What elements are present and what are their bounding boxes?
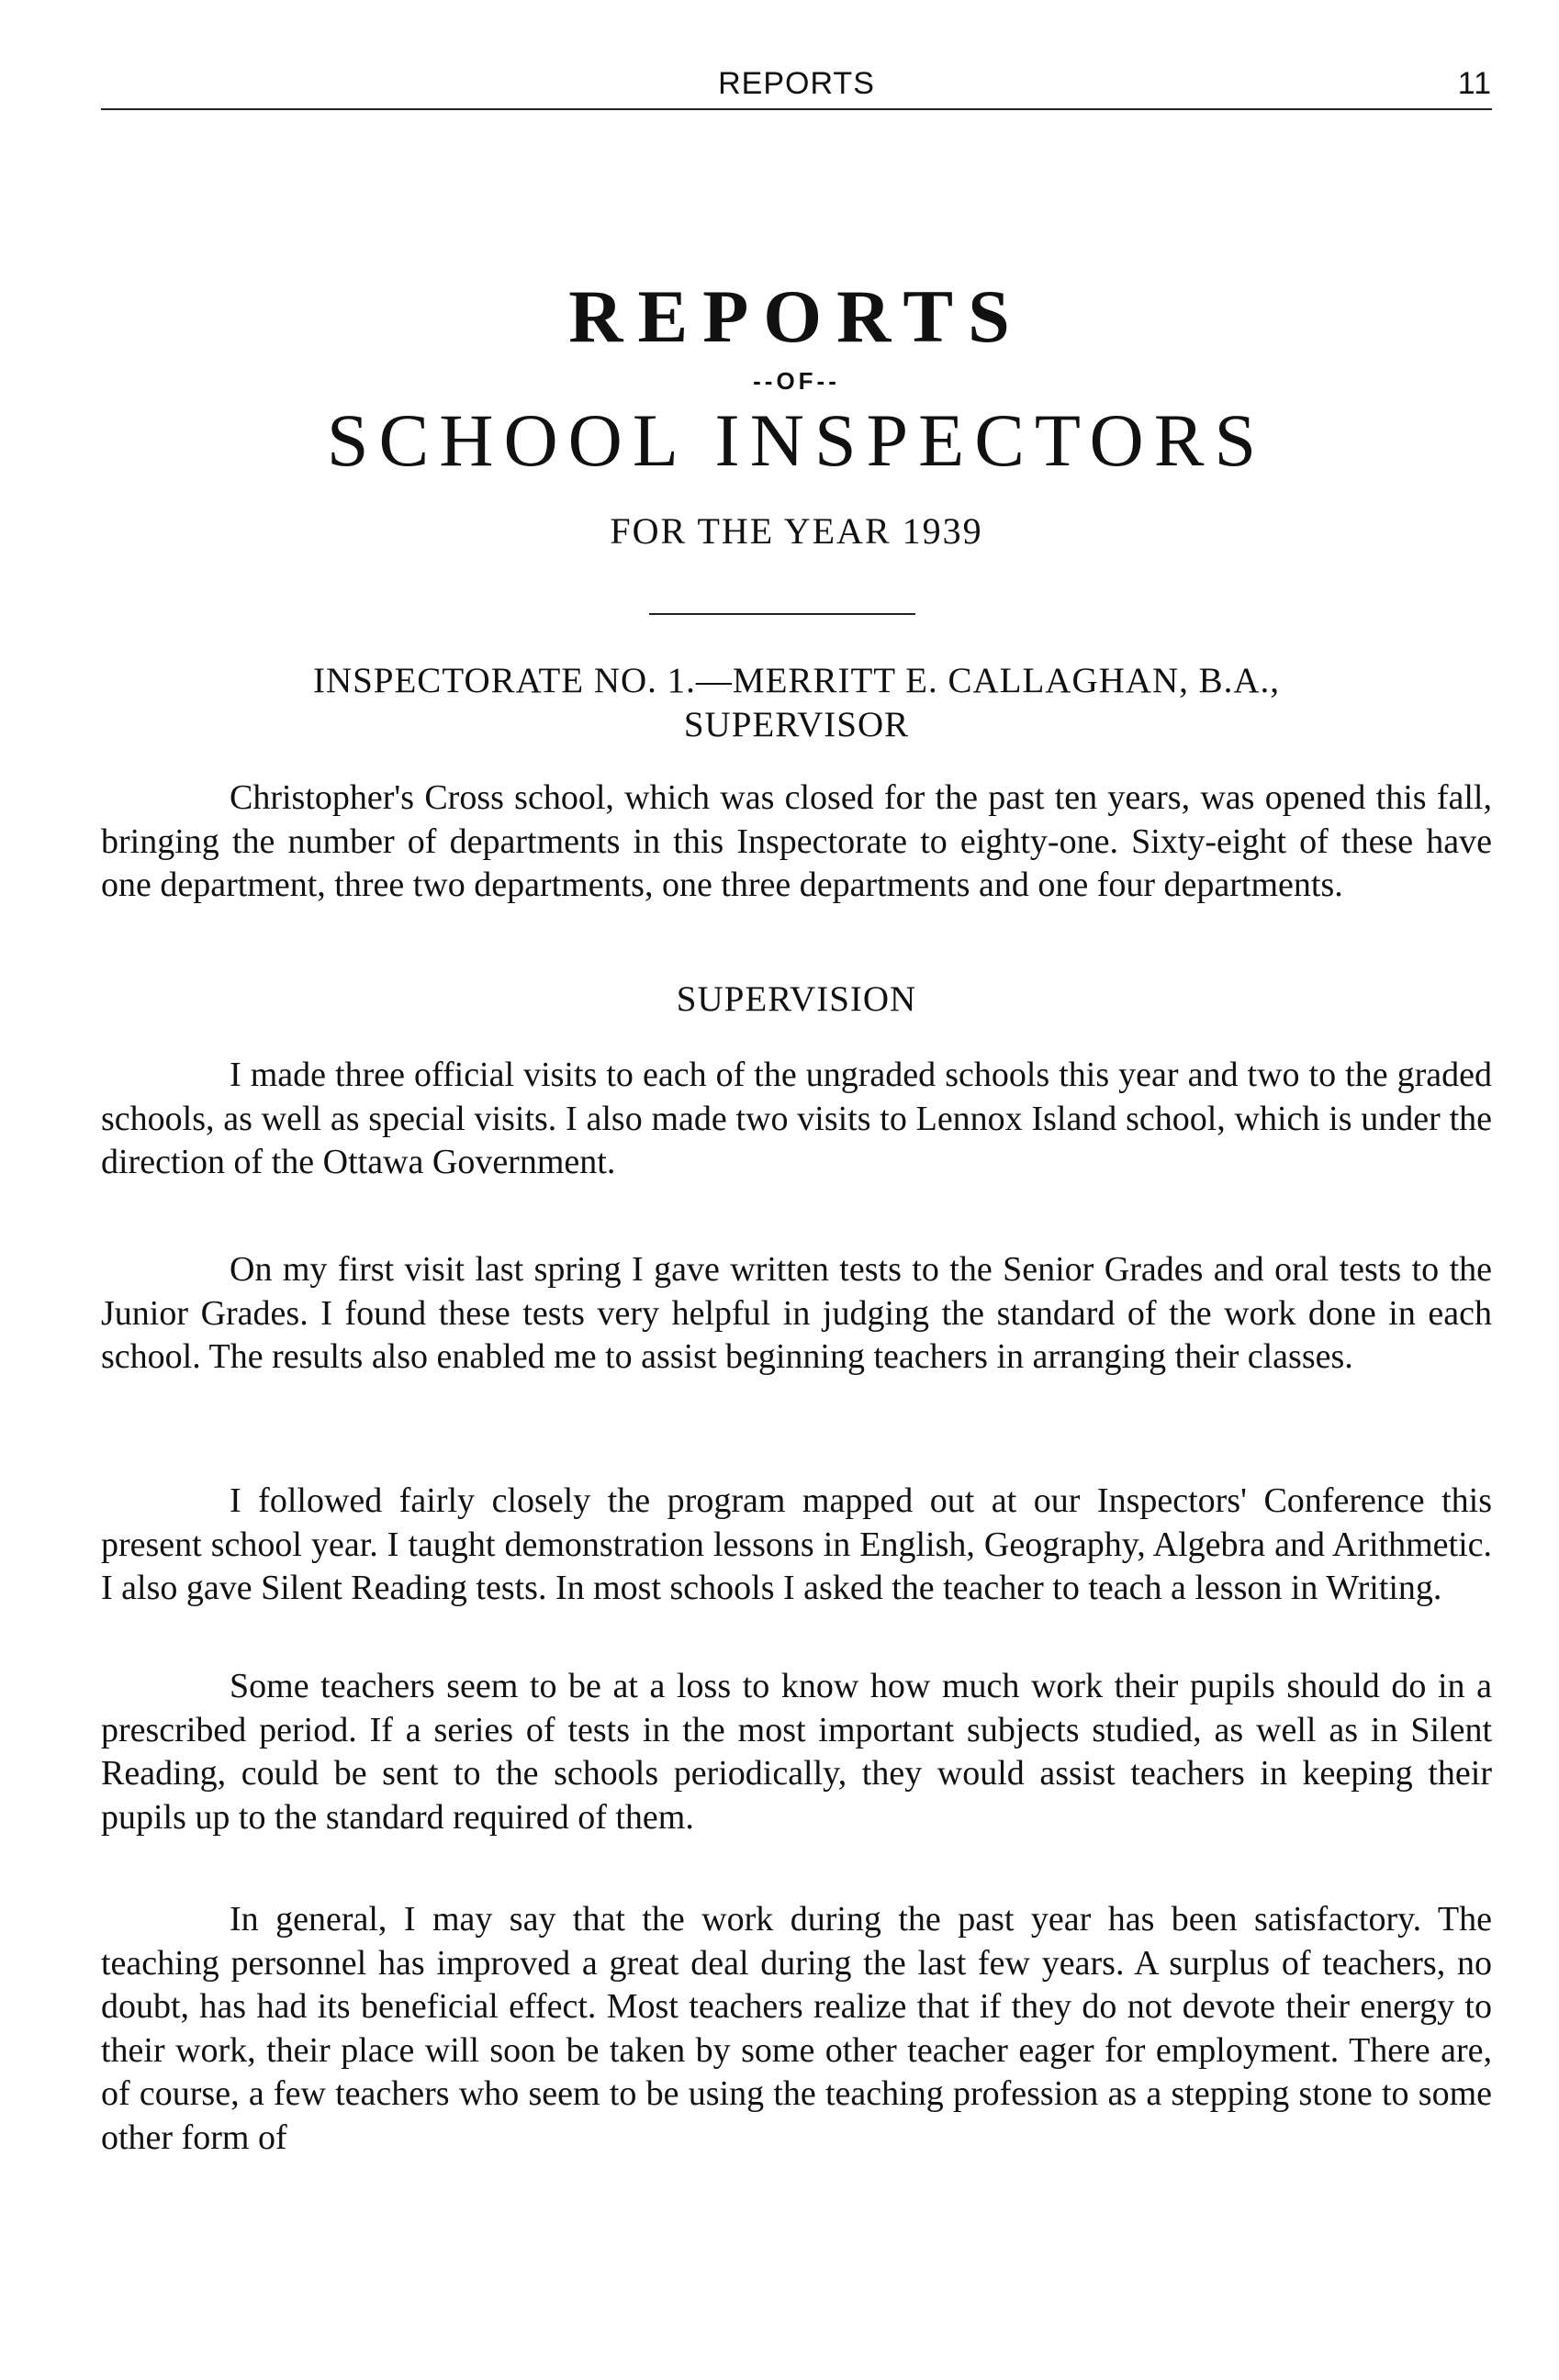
inspectorate-heading bbox=[101, 659, 1492, 747]
running-title: REPORTS bbox=[718, 66, 875, 101]
inspectorate-heading-line1: INSPECTORATE NO. 1.—MERRITT E. CALLAGHAN, B.A., bbox=[312, 661, 1281, 700]
title-of: --OF-- bbox=[753, 367, 840, 396]
paragraph-teachers: Some teachers seem to be at a loss to know how much work their pupils should do in a prescribed period. If a series of tests in the most important subjects studied, as well as in Silent Reading, could be sent to the schools periodically, they would assist teachers in keeping their pupils up to the standard required of them. bbox=[101, 1667, 1492, 1837]
section-divider bbox=[649, 613, 915, 615]
paragraph-program: I followed fairly closely the program mapped out at our Inspectors' Conference this present school year. I taught demonstration lessons in English, Geography, Algebra and Arithmetic. I also gave Silent Reading tests. In most schools I asked the teacher to teach a lesson in Writing. bbox=[101, 1481, 1492, 1607]
page-number: 11 bbox=[1457, 66, 1492, 101]
title-main: REPORTS bbox=[568, 274, 1025, 358]
supervision-heading: SUPERVISION bbox=[676, 979, 917, 1019]
paragraph-general: In general, I may say that the work during the past year has been satisfactory. The teaching personnel has improved a great deal during the last few years. A surplus of teachers, no doubt, has had its beneficial effect. Most teachers realize that if they do not devote their energy to their work, their place will soon be taken by some other teacher eager for employment. There are, of course, a few teachers who seem to be using the teaching profession as a stepping stone to some other form of bbox=[101, 1900, 1492, 2157]
paragraph-tests: On my first visit last spring I gave written tests to the Senior Grades and oral tests to the Junior Grades. I found these tests very helpful in judging the standard of the work done in each school. The results also enabled me to assist beginning teachers in arranging their classes. bbox=[101, 1250, 1492, 1376]
title-subtitle: SCHOOL INSPECTORS bbox=[326, 398, 1267, 483]
inspectorate-heading-line2: SUPERVISOR bbox=[683, 705, 910, 744]
paragraph-intro: Christopher's Cross school, which was closed for the past ten years, was opened this fall, bringing the number of departments in this Inspectorate to eighty-one. Sixty-eight of these have one department, three two departments, one three departments and one four departments. bbox=[101, 778, 1492, 904]
title-block bbox=[101, 275, 1492, 553]
title-year-line: FOR THE YEAR 1939 bbox=[610, 510, 983, 553]
paragraph-visits: I made three official visits to each of the ungraded schools this year and two to the graded schools, as well as special visits. I also made two visits to Lennox Island school, which is under the direction of the Ottawa Government. bbox=[101, 1056, 1492, 1181]
running-header bbox=[101, 61, 1492, 106]
header-rule bbox=[101, 108, 1492, 110]
